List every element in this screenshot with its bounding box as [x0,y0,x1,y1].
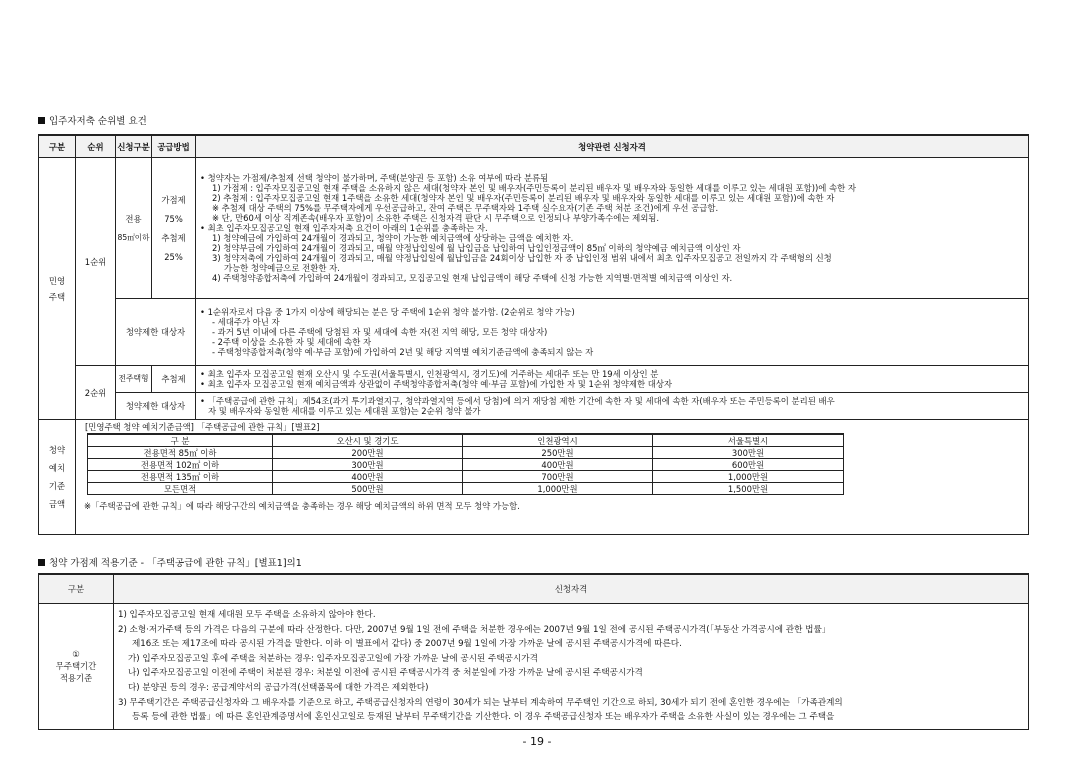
deposit-table [87,433,844,495]
gajeom-criteria-table [38,573,1029,730]
col-header-rank: 순위 [76,135,116,158]
all-types-cell: 전주택형 [116,366,152,393]
deposit-title: [민영주택 청약 예치기준금액] 「주택공급에 관한 규칙」[별표2] [85,422,320,432]
rank2-restricted-cell: 청약제한 대상자 [116,393,196,420]
table-row [39,393,1029,420]
size-85-cell: 전용 85㎡이하 [116,158,152,299]
deposit-row: 전용면적 102㎡ 이하 300만원 400만원 600만원 [88,459,844,471]
section2-title: 청약 가점제 적용기준 - 「주택공급에 관한 규칙」[별표1]의1 [38,555,302,569]
table-row [39,158,1029,299]
col-header-supply-method: 공급방법 [152,135,196,158]
square-bullet-icon [38,559,45,566]
rank1-cell: 1순위 [76,158,116,366]
square-bullet-icon [38,117,45,124]
table-row [39,604,1029,730]
rank-requirements-table [38,134,1029,535]
deposit-row: 전용면적 85㎡ 이하 200만원 250만원 300만원 [88,447,844,459]
restricted-text: • 1순위자로서 다음 중 1가지 이상에 해당되는 분은 당 주택에 1순위 청약 불가함. (2순위로 청약 가능) - 세대주가 아닌 자 - 과거 5년 이내에 다른 주택에 당첨된 자 및 세대에 속한 자(전 지역 해당, 모든 청약 대상자) - 2주택 이상을 소유한 자 및 세대에 속한 자 - 주택청약종합저축(청약 예·부금 포함)에 가입하여 2년 및 해당 지역별 예치기준금액에 충족되지 않는 자 [196,299,1029,366]
col-header-apply-type: 신청구분 [116,135,152,158]
col-header-qualification: 신청자격 [114,574,1029,604]
type-minyeong-cell: 민영 주택 [39,158,76,420]
table-row [39,299,1029,366]
restricted-cell: 청약제한 대상자 [116,299,196,366]
supply-method-cell: 가점제 75% 추첨제 25% [152,158,196,299]
table-row [39,420,1029,535]
deposit-row: 모든면적 500만원 1,000만원 1,500만원 [88,483,844,495]
deposit-row: 전용면적 135㎡ 이하 400만원 700만원 1,000만원 [88,471,844,483]
deposit-header-row: 구 분 오산시 및 경기도 인천광역시 서울특별시 [88,434,844,447]
page-number: - 19 - [522,735,552,748]
col-header-type: 구분 [39,574,114,604]
deposit-content [76,420,1029,535]
no-house-period-label: ① 무주택기간 적용기준 [39,604,114,730]
section1-title: 입주자저축 순위별 요건 [38,113,147,127]
table-header-row [39,135,1029,158]
deposit-note: ※「주택공급에 관한 규칙」에 따라 해당구간의 예치금액을 충족하는 경우 해당 예치금액의 하위 면적 모두 청약 가능함. [84,501,520,511]
rank2-qualification-text: • 최초 입주자 모집공고일 현재 오산시 및 수도권(서울특별시, 인천광역시, 경기도)에 거주하는 세대주 또는 만 19세 이상인 분 • 최초 입주자 모집공고일 현재 예치금액과 상관없이 주택청약종합저축(청약 예·부금 포함)에 가입한 자 및 1순위 청약제한 대상자 [196,366,1029,393]
rank2-restricted-text: • 「주택공급에 관한 규칙」제54조(과거 투기과열지구, 청약과열지역 등에서 당첨)에 의거 재당첨 제한 기간에 속한 자 및 세대에 속한 자(배우자 또는 주민등록이 분리된 배우 자 및 배우자와 동일한 세대를 이루고 있는 세대원 포함)는 2순위 청약 불가 [196,393,1029,420]
table-row [39,366,1029,393]
rank2-cell: 2순위 [76,366,116,420]
col-header-qualification: 청약관련 신청자격 [196,135,1029,158]
col-header-type: 구분 [39,135,76,158]
deposit-label-cell: 청약 예치 기준 금액 [39,420,76,535]
chucheom-cell: 추첨제 [152,366,196,393]
no-house-period-text: 1) 입주자모집공고일 현재 세대원 모두 주택을 소유하지 않아야 한다. 2) 소형·저가주택 등의 가격은 다음의 구분에 따라 산정한다. 다만, 2007년 9월 1일 전에 주택을 처분한 경우에는 2007년 9월 1일 전에 공시된 주택공시가격(「부동산 가격공시에 관한 법률」 제16조 또는 제17조에 따라 공시된 가격을 말한다. 이하 이 별표에서 같다) 중 2007년 9월 1일에 가장 가까운 날에 공시된 주택공시가격에 따른다. 가) 입주자모집공고일 후에 주택을 처분하는 경우: 입주자모집공고일에 가장 가까운 날에 공시된 주택공시가격 나) 입주자모집공고일 이전에 주택이 처분된 경우: 처분일 이전에 공시된 주택공시가격 중 처분일에 가장 가까운 날에 공시된 주택공시가격 다) 분양권 등의 경우: 공급계약서의 공급가격(선택품목에 대한 가격은 제외한다) 3) 무주택기간은 주택공급신청자와 그 배우자를 기준으로 하고, 주택공급신청자의 연령이 30세가 되는 날부터 계속하여 무주택인 기간으로 하되, 30세가 되기 전에 혼인한 경우에는 「가족관계의 등록 등에 관한 법률」에 따른 혼인관계증명서에 혼인신고일로 등재된 날부터 무주택기간을 기산한다. 이 경우 주택공급신청자 또는 배우자가 주택을 소유한 사실이 있는 경우에는 그 주택을 [114,604,1029,730]
table-header-row [39,574,1029,604]
rank1-qualification-text: • 청약자는 가점제/추첨제 선택 청약이 불가하며, 주택(분양권 등 포함) 소유 여부에 따라 분류됨 1) 가점제 : 입주자모집공고일 현재 주택을 소유하지 않은 세대(청약자 본인 및 배우자(주민등록이 분리된 배우자 및 배우자와 동일한 세대를 이루고 있는 세대원 포함))에 속한 자 2) 추첨제 : 입주자모집공고일 현재 1주택을 소유한 세대(청약자 본인 및 배우자(주민등록이 분리된 배우자 및 배우자와 동일한 세대를 이루고 있는 세대원 포함))에 속한 자 ※ 추첨제 대상 주택의 75%를 무주택자에게 우선공급하고, 잔여 주택은 무주택자와 1주택 실수요자(기존 주택 처분 조건)에게 우선 공급함. ※ 단, 만60세 이상 직계존속(배우자 포함)이 소유한 주택은 신청자격 판단 시 무주택으로 인정되나 부양가족수에는 제외됨. • 최초 입주자모집공고일 현재 입주자저축 요건이 아래의 1순위를 충족하는 자. 1) 청약예금에 가입하여 24개월이 경과되고, 청약이 가능한 예치금액에 상당하는 금액을 예치한 자. 2) 청약부금에 가입하여 24개월이 경과되고, 매월 약정납입일에 월 납입금을 납입하여 납입인정금액이 85㎡ 이하의 청약예금 예치금액 이상인 자 3) 청약저축에 가입하여 24개월이 경과되고, 매월 약정납입일에 월납입금을 24회이상 납입한 자 중 납입인정 범위 내에서 최초 입주자모집공고 전일까지 각 주택형의 신청 가능한 청약예금으로 전환한 자. 4) 주택청약종합저축에 가입하여 24개월이 경과되고, 모집공고일 현재 납입금액이 해당 주택에 신청 가능한 지역별·면적별 예치금액 이상인 자. [196,158,1029,299]
